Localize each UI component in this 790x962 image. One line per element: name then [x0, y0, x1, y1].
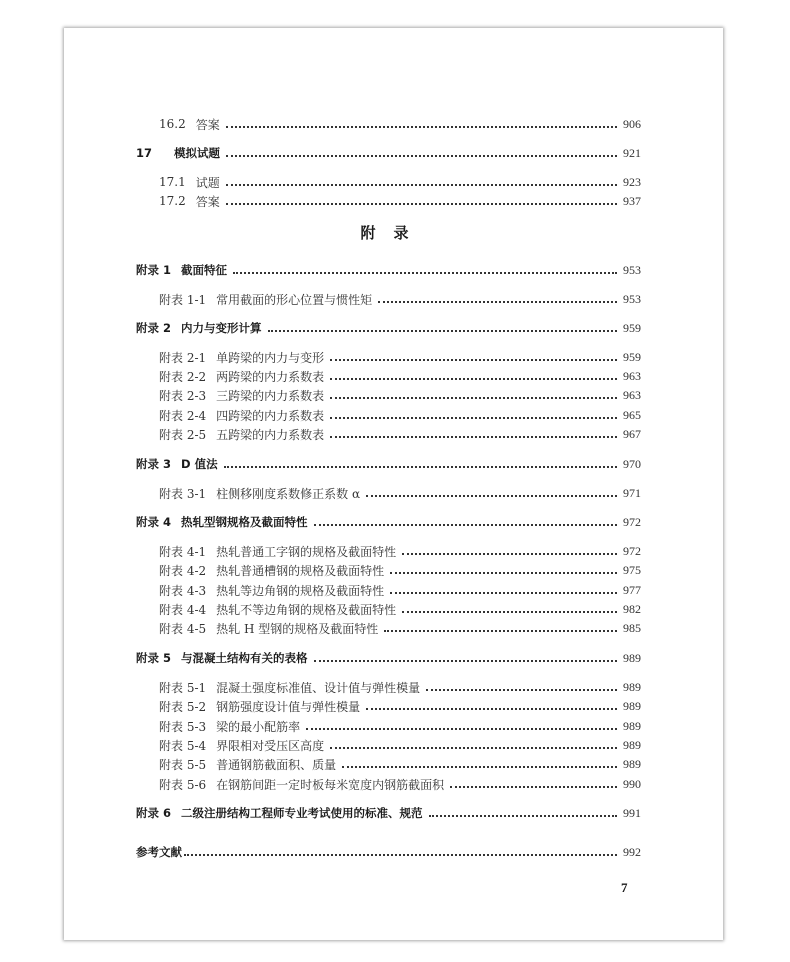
leader-dots	[330, 417, 617, 419]
entry-number: 附录 4	[136, 515, 172, 529]
leader-dots	[450, 786, 617, 788]
entry-number: 附表 2-2	[159, 369, 207, 384]
entry-number: 附表 4-1	[159, 544, 207, 559]
entry-page: 989	[623, 679, 641, 694]
entry-title: 三跨梁的内力系数表	[216, 388, 325, 403]
entry-page: 991	[623, 805, 641, 820]
entry-title: 与混凝土结构有关的表格	[181, 651, 308, 665]
leader-dots	[402, 611, 617, 613]
toc-table-5-6[interactable]	[159, 775, 641, 793]
entry-page: 923	[623, 174, 641, 189]
entry-page: 990	[623, 776, 641, 791]
entry-title: 两跨梁的内力系数表	[216, 369, 325, 384]
entry-title: 答案	[195, 194, 220, 209]
entry-title: 热轧普通槽钢的规格及截面特性	[216, 563, 385, 578]
entry-number: 附表 5-5	[159, 757, 207, 772]
entry-title: 热轧 H 型钢的规格及截面特性	[216, 621, 379, 636]
entry-title: 梁的最小配筋率	[216, 719, 301, 734]
leader-dots	[429, 815, 617, 817]
toc-table-5-4[interactable]	[159, 736, 641, 754]
toc-entry-16-2[interactable]	[159, 115, 641, 133]
entry-number: 17	[136, 146, 153, 160]
toc-appendix-1[interactable]	[136, 261, 641, 279]
leader-dots	[402, 553, 617, 555]
entry-number: 17.1	[159, 175, 186, 189]
entry-number: 附录 5	[136, 651, 172, 665]
leader-dots	[366, 495, 617, 497]
toc-table-3-1[interactable]	[159, 484, 641, 502]
entry-page: 972	[623, 514, 641, 529]
entry-number: 附表 2-4	[159, 408, 207, 423]
entry-title: 钢筋强度设计值与弹性模量	[216, 699, 361, 714]
entry-title: 在钢筋间距一定时板每米宽度内钢筋截面积	[216, 777, 445, 792]
entry-title: 试题	[195, 175, 220, 190]
entry-number: 附表 5-3	[159, 719, 207, 734]
toc-appendix-2[interactable]	[136, 319, 641, 337]
entry-page: 967	[623, 426, 641, 441]
entry-title: 热轧普通工字钢的规格及截面特性	[216, 544, 397, 559]
entry-title: 混凝土强度标准值、设计值与弹性模量	[216, 680, 421, 695]
toc-appendix-4[interactable]	[136, 513, 641, 531]
entry-title: 截面特征	[181, 263, 228, 277]
entry-number: 附录 6	[136, 806, 172, 820]
entry-page: 959	[623, 349, 641, 364]
entry-page: 937	[623, 193, 641, 208]
entry-number: 附表 2-3	[159, 388, 207, 403]
entry-title: 模拟试题	[174, 146, 221, 160]
entry-number: 附表 1-1	[159, 292, 207, 307]
leader-dots	[330, 436, 617, 438]
entry-number: 附表 5-6	[159, 777, 207, 792]
leader-dots	[330, 397, 617, 399]
leader-dots	[330, 359, 617, 361]
toc-table-2-5[interactable]	[159, 425, 641, 443]
entry-number: 附表 3-1	[159, 486, 207, 501]
entry-number: 附表 4-2	[159, 563, 207, 578]
leader-dots	[426, 689, 617, 691]
leader-dots	[306, 728, 617, 730]
entry-title: 单跨梁的内力与变形	[216, 350, 325, 365]
entry-number: 附表 5-1	[159, 680, 207, 695]
entry-page: 989	[623, 698, 641, 713]
entry-page: 989	[623, 737, 641, 752]
entry-page: 989	[623, 756, 641, 771]
entry-number: 附表 2-5	[159, 427, 207, 442]
toc-appendix-3[interactable]	[136, 455, 641, 473]
leader-dots	[384, 630, 617, 632]
entry-title: 五跨梁的内力系数表	[216, 427, 325, 442]
entry-title: 界限相对受压区高度	[216, 738, 325, 753]
leader-dots	[226, 126, 617, 128]
entry-number: 附表 4-4	[159, 602, 207, 617]
leader-dots	[390, 572, 617, 574]
toc-entry-17-2[interactable]	[159, 192, 641, 210]
entry-number: 附表 5-2	[159, 699, 207, 714]
leader-dots	[314, 660, 617, 662]
entry-number: 16.2	[159, 117, 186, 131]
entry-page: 953	[623, 262, 641, 277]
leader-dots	[226, 203, 617, 205]
entry-number: 17.2	[159, 194, 186, 208]
entry-title: 内力与变形计算	[181, 321, 262, 335]
toc-table-5-5[interactable]	[159, 755, 641, 773]
entry-title: 常用截面的形心位置与惯性矩	[216, 292, 373, 307]
toc-table-2-4[interactable]	[159, 406, 641, 424]
toc-table-5-1[interactable]	[159, 678, 641, 696]
toc-table-1-1[interactable]	[159, 290, 641, 308]
entry-number: 附录 2	[136, 321, 172, 335]
toc-table-4-4[interactable]	[159, 600, 641, 618]
book-page	[64, 28, 723, 940]
leader-dots	[224, 466, 617, 468]
toc-table-5-2[interactable]	[159, 697, 641, 715]
entry-page: 992	[623, 844, 641, 859]
toc-table-5-3[interactable]	[159, 717, 641, 735]
appendix-heading: 附录	[360, 224, 427, 242]
entry-title: 参考文献	[136, 845, 182, 859]
toc-table-2-2[interactable]	[159, 367, 641, 385]
entry-page: 989	[623, 718, 641, 733]
entry-page: 977	[623, 582, 641, 597]
entry-page: 989	[623, 650, 641, 665]
leader-dots	[226, 155, 617, 157]
toc-table-2-1[interactable]	[159, 348, 641, 366]
entry-number: 附录 3	[136, 457, 172, 471]
entry-page: 970	[623, 456, 641, 471]
leader-dots	[342, 766, 617, 768]
entry-title: 热轧型钢规格及截面特性	[181, 515, 308, 529]
page-number: 7	[621, 880, 628, 895]
entry-page: 971	[623, 485, 641, 500]
toc-table-4-1[interactable]	[159, 542, 641, 560]
leader-dots	[330, 378, 617, 380]
entry-page: 953	[623, 291, 641, 306]
table-of-contents	[64, 28, 723, 940]
entry-page: 972	[623, 543, 641, 558]
toc-table-4-3[interactable]	[159, 581, 641, 599]
entry-page: 985	[623, 620, 641, 635]
entry-page: 963	[623, 368, 641, 383]
toc-entry-17[interactable]	[136, 144, 641, 162]
toc-references[interactable]	[136, 843, 641, 861]
entry-page: 921	[623, 145, 641, 160]
entry-page: 906	[623, 116, 641, 131]
entry-title: 二级注册结构工程师专业考试使用的标准、规范	[181, 806, 423, 820]
entry-title: 柱侧移刚度系数修正系数 α	[216, 486, 361, 501]
leader-dots	[314, 524, 617, 526]
entry-page: 965	[623, 407, 641, 422]
toc-entry-17-1[interactable]	[159, 173, 641, 191]
entry-title: D 值法	[181, 457, 218, 471]
toc-table-4-5[interactable]	[159, 619, 641, 637]
leader-dots	[233, 272, 617, 274]
toc-appendix-6[interactable]	[136, 804, 641, 822]
entry-title: 热轧不等边角钢的规格及截面特性	[216, 602, 397, 617]
entry-title: 四跨梁的内力系数表	[216, 408, 325, 423]
leader-dots	[330, 747, 617, 749]
leader-dots	[378, 301, 617, 303]
entry-number: 附录 1	[136, 263, 172, 277]
entry-number: 附表 2-1	[159, 350, 207, 365]
entry-page: 963	[623, 387, 641, 402]
toc-appendix-5[interactable]	[136, 649, 641, 667]
toc-table-2-3[interactable]	[159, 386, 641, 404]
entry-page: 982	[623, 601, 641, 616]
leader-dots	[184, 854, 617, 856]
entry-number: 附表 4-3	[159, 583, 207, 598]
entry-page: 975	[623, 562, 641, 577]
entry-number: 附表 4-5	[159, 621, 207, 636]
entry-page: 959	[623, 320, 641, 335]
toc-table-4-2[interactable]	[159, 561, 641, 579]
entry-title: 普通钢筋截面积、质量	[216, 757, 337, 772]
leader-dots	[268, 330, 617, 332]
leader-dots	[226, 184, 617, 186]
entry-title: 答案	[195, 117, 220, 132]
leader-dots	[390, 592, 617, 594]
leader-dots	[366, 708, 617, 710]
entry-number: 附表 5-4	[159, 738, 207, 753]
entry-title: 热轧等边角钢的规格及截面特性	[216, 583, 385, 598]
